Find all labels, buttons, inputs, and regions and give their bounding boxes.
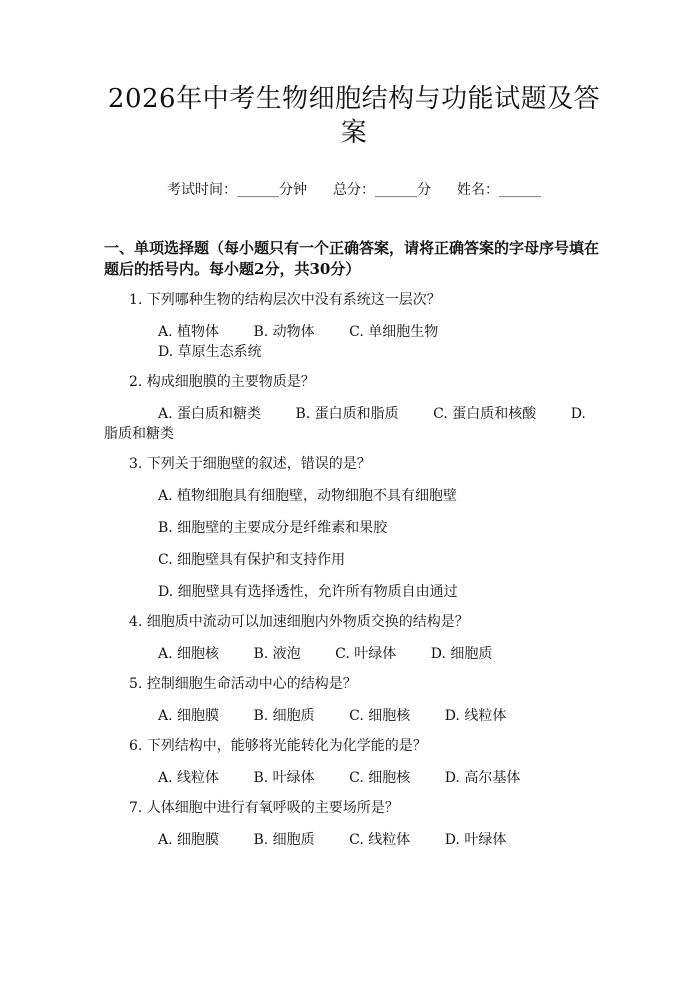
question bbox=[104, 454, 604, 474]
option: D. 细胞质 bbox=[430, 646, 493, 662]
option: C. 细胞核 bbox=[349, 770, 411, 786]
question-stem: 7. 人体细胞中进行有氧呼吸的主要场所是？ bbox=[129, 800, 399, 816]
question-stem: 6. 下列结构中，能够将光能转化为化学能的是？ bbox=[129, 738, 427, 754]
option: B. 细胞质 bbox=[253, 708, 315, 724]
question bbox=[104, 736, 604, 756]
option-continuation: 脂质和糖类 bbox=[104, 426, 174, 442]
option: D. 叶绿体 bbox=[444, 832, 507, 848]
option: D. 高尔基体 bbox=[444, 770, 521, 786]
page-title: 2026年中考生物细胞结构与功能试题及答案 bbox=[107, 84, 601, 148]
option: C. 细胞壁具有保护和支持作用 bbox=[158, 552, 346, 568]
option: B. 液泡 bbox=[253, 646, 301, 662]
question-options bbox=[104, 830, 604, 850]
option: C. 叶绿体 bbox=[335, 646, 397, 662]
question-stem: 3. 下列关于细胞壁的叙述，错误的是？ bbox=[129, 456, 371, 472]
question-options bbox=[104, 706, 604, 726]
option: A. 植物细胞具有细胞壁，动物细胞不具有细胞壁 bbox=[158, 488, 458, 504]
question-options bbox=[104, 768, 604, 788]
question-stem: 1. 下列哪种生物的结构层次中没有系统这一层次？ bbox=[129, 292, 441, 308]
question bbox=[104, 372, 604, 392]
total-score-field: 总分：______分 bbox=[333, 182, 431, 198]
question bbox=[104, 612, 604, 632]
student-name-field: 姓名：______ bbox=[457, 182, 541, 198]
exam-time-field: 考试时间：______分钟 bbox=[167, 182, 307, 198]
exam-page bbox=[0, 82, 700, 987]
option: B. 蛋白质和脂质 bbox=[295, 406, 399, 422]
option: D. 线粒体 bbox=[444, 708, 507, 724]
option: D. bbox=[570, 406, 586, 422]
option: B. 叶绿体 bbox=[253, 770, 315, 786]
option: A. 细胞膜 bbox=[158, 832, 220, 848]
exam-meta bbox=[104, 180, 604, 200]
question bbox=[104, 798, 604, 818]
option: B. 细胞壁的主要成分是纤维素和果胶 bbox=[158, 520, 388, 536]
option: A. 线粒体 bbox=[158, 770, 220, 786]
option: C. 蛋白质和核酸 bbox=[433, 406, 537, 422]
question-options bbox=[104, 322, 604, 362]
option: A. 蛋白质和糖类 bbox=[158, 406, 262, 422]
option: A. 植物体 bbox=[158, 324, 220, 340]
option: D. 草原生态系统 bbox=[158, 344, 262, 360]
question bbox=[104, 290, 604, 310]
option: B. 动物体 bbox=[253, 324, 315, 340]
option: C. 细胞核 bbox=[349, 708, 411, 724]
option: B. 细胞质 bbox=[253, 832, 315, 848]
option: C. 单细胞生物 bbox=[349, 324, 439, 340]
question bbox=[104, 674, 604, 694]
option: A. 细胞核 bbox=[158, 646, 220, 662]
question-options bbox=[104, 486, 604, 602]
section-heading: 一、单项选择题（每小题只有一个正确答案，请将正确答案的字母序号填在题后的括号内。每小题2分，共30分） bbox=[104, 239, 600, 278]
question-stem: 5. 控制细胞生命活动中心的结构是？ bbox=[129, 676, 357, 692]
question-stem: 2. 构成细胞膜的主要物质是？ bbox=[129, 374, 315, 390]
option: C. 线粒体 bbox=[349, 832, 411, 848]
question-options bbox=[104, 644, 604, 664]
option: A. 细胞膜 bbox=[158, 708, 220, 724]
question-options bbox=[104, 404, 604, 444]
option: D. 细胞壁具有选择透性，允许所有物质自由通过 bbox=[158, 584, 458, 600]
question-stem: 4. 细胞质中流动可以加速细胞内外物质交换的结构是？ bbox=[129, 614, 469, 630]
